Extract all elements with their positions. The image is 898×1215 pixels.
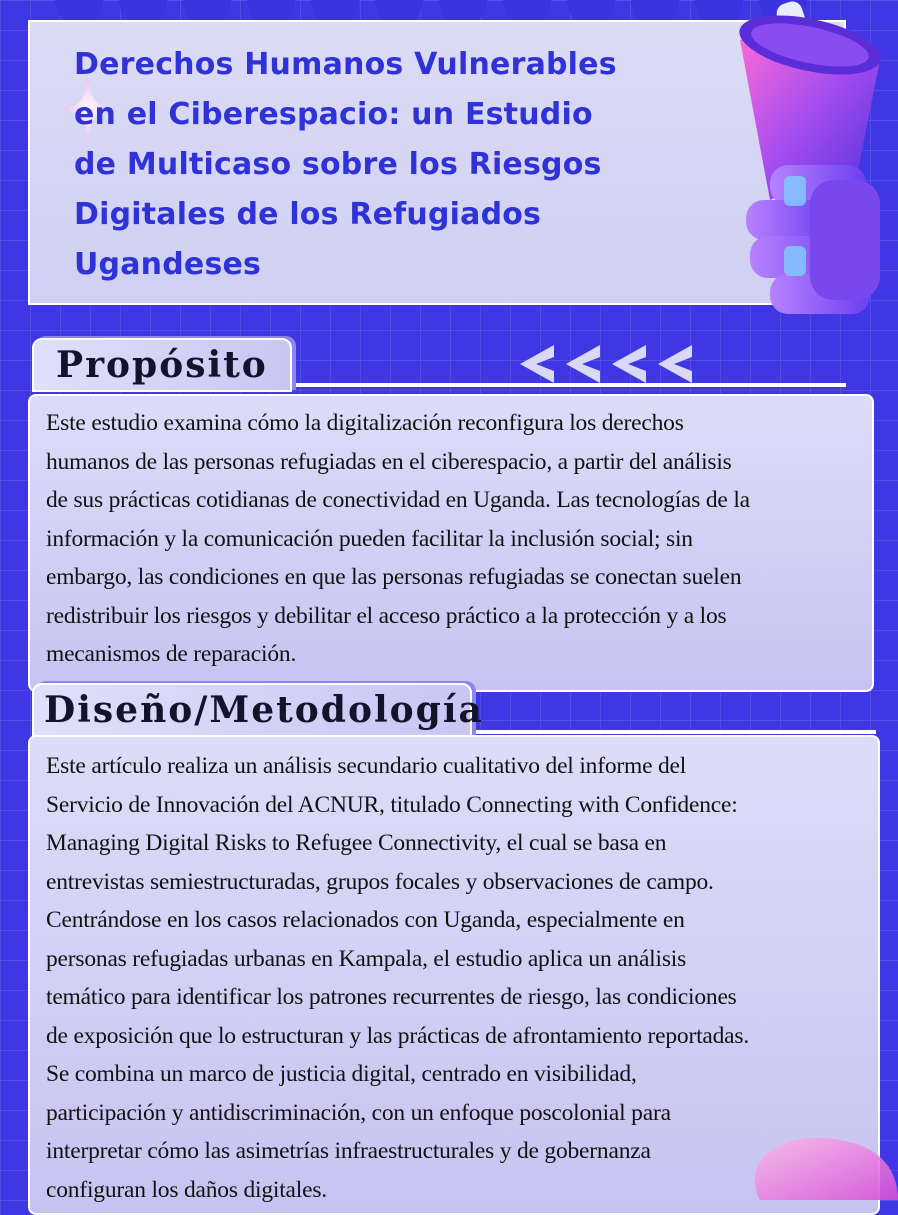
decorative-blob	[700, 1050, 898, 1200]
page-title: Derechos Humanos Vulnerables en el Ciberespacio: un Estudio de Multicaso sobre los Riesgos Digitales de los Refugiados Ugandeses	[74, 47, 617, 282]
section-heading-purpose: Propósito	[56, 344, 268, 386]
methodology-text: Este artículo realiza un análisis secundario cualitativo del informe del Servicio de Innovación del ACNUR, titulado Connecting with Confidence: Managing Digital Risks to Refugee Connectivity, el cual se basa en entrevistas semiestructuradas, grupos focales y observaciones de campo. Centrándose en los casos relacionados con Uganda, especialmente en personas refugiadas urbanas en Kampala, el estudio aplica un análisis temático para identificar los patrones recurrentes de riesgo, las condiciones de exposición que lo estructuran y las prácticas de afrontamiento reportadas. Se combina un marco de justicia digital, centrado en visibilidad, participación y antidiscriminación, con un enfoque poscolonial para interpretar cómo las asimetrías infraestructurales y de gobernanza configuran los daños digitales.	[46, 753, 750, 1203]
purpose-card	[28, 394, 874, 692]
section-heading-methodology: Diseño/Metodología	[44, 689, 484, 731]
section-heading-tab	[32, 338, 292, 392]
header-underline	[470, 730, 876, 734]
header-underline	[290, 383, 846, 387]
section-heading-tab	[32, 683, 484, 737]
purpose-text: Este estudio examina cómo la digitalización reconfigura los derechos humanos de las personas refugiadas en el ciberespacio, a partir del análisis de sus prácticas cotidianas de conectividad en Uganda. Las tecnologías de la información y la comunicación pueden facilitar la inclusión social; sin embargo, las condiciones en que las personas refugiadas se conectan suelen redistribuir los riesgos y debilitar el acceso práctico a la protección y a los mecanismos de reparación.	[46, 410, 750, 667]
megaphone-icon	[700, 0, 898, 340]
chevron-left-icon	[520, 345, 720, 383]
